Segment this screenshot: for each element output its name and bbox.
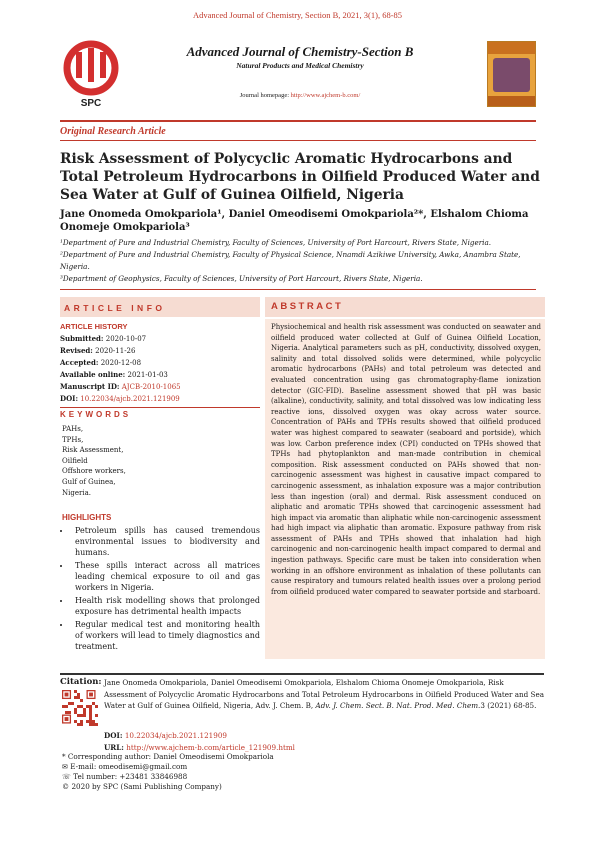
journal-subtitle: Natural Products and Medical Chemistry: [236, 61, 364, 70]
keyword: Nigeria.: [62, 488, 91, 497]
article-type: Original Research Article: [60, 126, 166, 137]
header-divider: [60, 120, 536, 122]
highlights-heading: HIGHLIGHTS: [62, 513, 112, 522]
history-manuscript-id: Manuscript ID: AJCB-2010-1065: [60, 382, 181, 391]
article-title: Risk Assessment of Polycyclic Aromatic Hydrocarbons and Total Petroleum Hydrocarbons in Oilfield Produced Water and Sea Water at Gulf of Guinea Oilfield, Nigeria: [60, 151, 540, 203]
citation-url-link[interactable]: http://www.ajchem-b.com/article_121909.html: [126, 742, 295, 752]
spc-logo: [62, 40, 120, 110]
corresponding-author: * Corresponding author: Daniel Omeodisemi Omokpariola: [62, 752, 274, 761]
journal-homepage: [150, 92, 450, 99]
keyword: Oilfield: [62, 456, 88, 465]
running-header: Advanced Journal of Chemistry, Section B, 2021, 3(1), 68-85: [192, 10, 403, 20]
correspondence: [62, 752, 462, 792]
history-available: Available online: 2021-01-03: [60, 370, 168, 379]
email-line: ✉ E-mail: omeodisemi@gmail.com: [62, 762, 188, 771]
keyword: PAHs,: [62, 425, 84, 433]
abstract-heading: ABSTRACT: [265, 297, 545, 317]
logo-text: SPC: [80, 98, 102, 109]
qr-code: [62, 690, 98, 726]
article-info-heading: ARTICLE INFO: [60, 297, 260, 317]
citation-divider: [60, 673, 544, 675]
citation-label: Citation:: [60, 677, 102, 687]
keywords-list: [62, 424, 262, 498]
highlight-item: • Petroleum spills has caused tremendous environmental issues to biodiversity and humans.: [71, 525, 260, 558]
journal-title: Advanced Journal of Chemistry-Section B: [186, 44, 414, 59]
author-list: Jane Onomeda Omokpariola¹, Daniel Omeodisemi Omokpariola²*, Elshalom Chioma Onomeje Omokpariola³: [60, 209, 529, 233]
citation-text: Jane Onomeda Omokpariola, Daniel Omeodisemi Omokpariola, Elshalom Chioma Onomeje Omokpariola, Risk Assessment of Polycyclic Aromatic Hydrocarbons and Total Petroleum Hydrocarbons in Oilfield Produced Water and Sea Water at Gulf of Guinea Oilfield, Nigeria, Adv. J. Chem. B, Adv. J. Chem. Sect. B. Nat. Prod. Med. Chem.3 (2021) 68-85.: [104, 678, 544, 710]
highlight-item: • Regular medical test and monitoring health of workers will lead to timely diagnostics and treatment.: [71, 619, 260, 652]
citation-doi-link[interactable]: 10.22034/ajcb.2021.121909: [124, 731, 227, 740]
affiliation-2: ²Department of Pure and Industrial Chemistry, Faculty of Physical Science, Nnamdi Azikiwe University, Awka, Anambra State, Nigeria.: [60, 250, 521, 271]
citation-links: DOI: 10.22034/ajcb.2021.121909 URL: http://www.ajchem-b.com/article_121909.html: [104, 731, 295, 752]
history-doi: DOI: 10.22034/ajcb.2021.121909: [60, 394, 180, 403]
journal-cover-image: [487, 41, 536, 107]
title-divider: [60, 140, 536, 141]
abstract-text: Physiochemical and health risk assessment was conducted on seawater and oilfield produced water collected at Gulf of Guinea Oilfield Location, Nigeria. Analytical parameters such as pH, conductivity, dissolved oxygen, salinity and total dissolved solids were determined, while polycyclic aromatic hydrocarbons (PAHs) and total petroleum was detected and evaluated concentration using gas chromatography-flame ionization detector (GIC-FID). Baseline assessment showed that pH was basic (alkaline), conductivity, salinity, and total dissolved was low indicating less reactive ions, dissolved oxygen was okay across water source. Concentration of PAHs and TPHs results showed that oilfield produced water was highest compared to seawater (seaboard and portside), which was low. Carbon preference index (CPI) conducted on TPHs showed that TPHs had phytoplankton and man-made contribution in chemical composition. Risk assessment conducted on PAHs showed that non-carcinogenic assessment was highest in causative impact compared to carcinogenic assessment, as inhalation exposure was a major contribution less than ingestion (oral) and dermal. Risk assessment conduced on aliphatic and aromatic TPHs showed that carcinogenic assessment had high impact via aromatic than aliphatic while non-carcinogenic assessment had high impact via aliphatic than aromatic. Exposure pathway from risk assessment of PAHs and TPHs showed that inhalation had high carcinogenic and non-carcinogenic health impact compared to dermal and ingestion pathways. Specific care must be taken into consideration when working in an offshore environment as inhalation of these pollutants can cause respiratory and tumours related health issues over a prolong period from oilfield produced water compared to seawater portside and starboard.: [265, 319, 545, 659]
highlight-item: • Health risk modelling shows that prolonged exposure has detrimental health impacts: [71, 595, 260, 617]
history-accepted: Accepted: 2020-12-08: [60, 358, 142, 367]
article-history: [60, 333, 260, 405]
history-submitted: Submitted: 2020-10-07: [60, 334, 147, 343]
copyright-line: © 2020 by SPC (Sami Publishing Company): [62, 782, 222, 791]
affiliation-3: ³Department of Geophysics, Faculty of Sciences, University of Port Harcourt, Rivers State, Nigeria.: [60, 274, 423, 283]
highlights-list: [60, 525, 260, 654]
history-divider: [60, 407, 260, 408]
homepage-label: Journal homepage:: [239, 92, 290, 99]
history-revised: Revised: 2020-11-26: [60, 346, 136, 355]
keyword: Risk Assessment,: [62, 446, 124, 455]
phone-line: ☏ Tel number: +23481 33846988: [62, 772, 188, 781]
highlight-item: • These spills interact across all matrices leading chemical exposure to oil and gas workers in Nigeria.: [71, 560, 260, 593]
keyword: Gulf of Guinea,: [62, 477, 116, 486]
affiliation-1: ¹Department of Pure and Industrial Chemistry, Faculty of Sciences, University of Port Harcourt, Rivers State, Nigeria.: [60, 238, 492, 247]
history-heading: ARTICLE HISTORY: [60, 322, 128, 331]
homepage-link[interactable]: http://www.ajchem-b.com/: [290, 92, 361, 99]
affiliations: [60, 237, 550, 285]
keyword: TPHs,: [62, 435, 84, 444]
section-divider: [60, 289, 536, 290]
keyword: Offshore workers,: [62, 467, 126, 476]
keywords-heading: KEYWORDS: [60, 410, 132, 419]
